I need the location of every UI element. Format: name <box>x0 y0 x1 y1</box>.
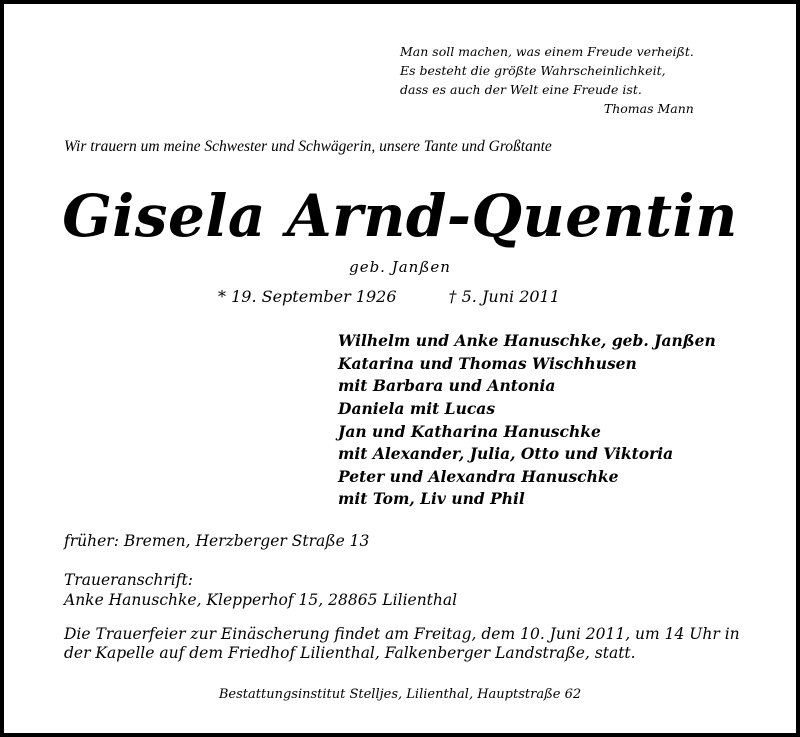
birth-date: * 19. September 1926 <box>218 287 397 306</box>
family-group <box>338 421 716 465</box>
quote-line: Man soll machen, was einem Freude verheißt. <box>400 44 694 59</box>
quote-line: dass es auch der Welt eine Freude ist. <box>400 82 642 97</box>
family-group <box>338 330 716 352</box>
quote-line: Es besteht die größte Wahrscheinlichkeit, <box>400 63 666 78</box>
quote-block <box>400 42 694 118</box>
mourning-address-value: Anke Hanuschke, Klepperhof 15, 28865 Lilienthal <box>64 591 458 609</box>
mourning-address-label: Traueranschrift: <box>64 571 193 589</box>
former-address: früher: Bremen, Herzberger Straße 13 <box>64 532 370 550</box>
family-group <box>338 353 716 397</box>
quote-author: Thomas Mann <box>603 101 694 116</box>
deceased-name: Gisela Arnd-Quentin <box>62 182 738 250</box>
family-line: Wilhelm und Anke Hanuschke, geb. Janßen <box>338 331 716 350</box>
ceremony-info: Die Trauerfeier zur Einäscherung findet am Freitag, dem 10. Juni 2011, um 14 Uhr in der Kapelle auf dem Friedhof Lilienthal, Falkenberger Landstraße, statt. <box>64 625 740 662</box>
family-group <box>338 398 716 420</box>
death-date: † 5. Juni 2011 <box>448 287 560 306</box>
mourning-line: Wir trauern um meine Schwester und Schwägerin, unsere Tante und Großtante <box>64 138 552 155</box>
family-line: Jan und Katharina Hanuschke <box>338 422 601 441</box>
family-line: mit Alexander, Julia, Otto und Viktoria <box>338 444 674 463</box>
family-line: mit Barbara und Antonia <box>338 376 556 395</box>
family-list <box>338 330 716 511</box>
mourning-address <box>64 570 457 610</box>
life-dates <box>218 287 560 306</box>
family-line: Peter und Alexandra Hanuschke <box>338 467 619 486</box>
funeral-home: Bestattungsinstitut Stelljes, Lilienthal, Hauptstraße 62 <box>218 687 582 702</box>
family-line: Katarina und Thomas Wischhusen <box>338 354 637 373</box>
family-line: mit Tom, Liv und Phil <box>338 489 525 508</box>
family-group <box>338 466 716 510</box>
family-line: Daniela mit Lucas <box>338 399 496 418</box>
birth-name: geb. Janßen <box>349 258 451 276</box>
